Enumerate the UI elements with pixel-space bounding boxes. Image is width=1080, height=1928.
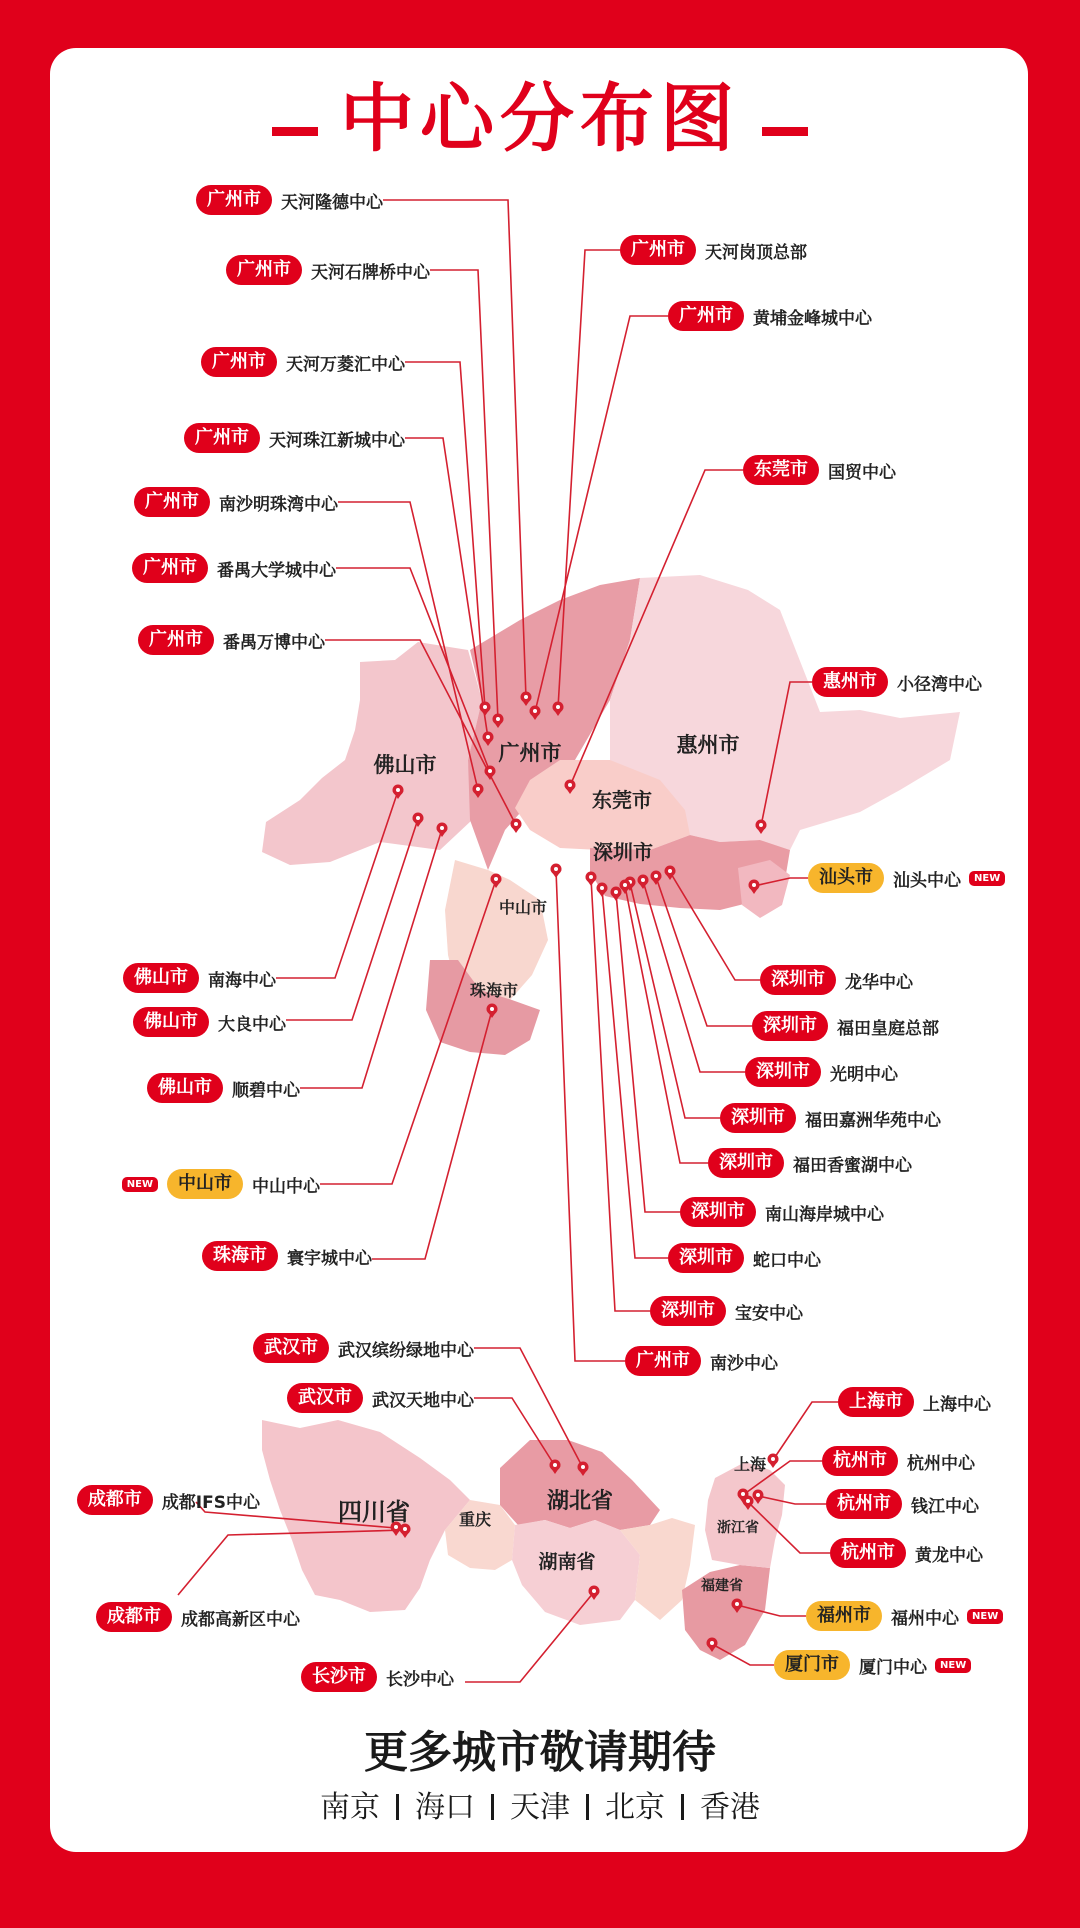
- center-callout[interactable]: [625, 1345, 778, 1377]
- center-callout[interactable]: [752, 1010, 939, 1042]
- city-badge: 深圳市: [680, 1197, 756, 1227]
- region-hubei: [500, 1440, 660, 1530]
- center-callout[interactable]: [132, 552, 336, 584]
- new-badge: NEW: [969, 871, 1005, 886]
- center-name: 龙华中心: [845, 972, 913, 993]
- center-name: 国贸中心: [828, 462, 896, 483]
- center-name: 天河珠江新城中心: [269, 430, 405, 451]
- city-badge: 杭州市: [830, 1538, 906, 1568]
- center-name: 天河岗顶总部: [705, 242, 807, 263]
- region-label-zhejiang: 浙江省: [717, 1520, 759, 1536]
- center-name: 南海中心: [208, 970, 276, 991]
- region-label-huizhou: 惠州市: [676, 733, 740, 757]
- city-badge: 广州市: [196, 185, 272, 215]
- center-name: 黄埔金峰城中心: [753, 308, 872, 329]
- region-label-fujian: 福建省: [701, 1578, 743, 1594]
- coming-city: 南京: [320, 1790, 380, 1825]
- region-label-hubei: 湖北省: [546, 1489, 614, 1514]
- city-badge: 广州市: [226, 255, 302, 285]
- coming-city: 天津: [510, 1790, 570, 1825]
- city-badge: 上海市: [838, 1387, 914, 1417]
- city-badge: 广州市: [201, 347, 277, 377]
- city-badge: 珠海市: [202, 1241, 278, 1271]
- center-name: 天河石牌桥中心: [311, 262, 430, 283]
- center-callout[interactable]: [774, 1649, 971, 1681]
- center-callout[interactable]: [138, 624, 325, 656]
- center-callout[interactable]: [226, 254, 430, 286]
- center-name: 杭州中心: [907, 1453, 975, 1474]
- leader-line: [602, 889, 668, 1258]
- center-name: 光明中心: [830, 1064, 898, 1085]
- region-label-sichuan: 四川省: [338, 1498, 410, 1526]
- center-name: 黄龙中心: [915, 1545, 983, 1566]
- city-badge: 武汉市: [253, 1333, 329, 1363]
- center-name: 长沙中心: [386, 1669, 454, 1690]
- city-badge: 东莞市: [743, 455, 819, 485]
- city-badge: 广州市: [184, 423, 260, 453]
- center-callout[interactable]: [708, 1147, 912, 1179]
- center-callout[interactable]: [184, 422, 405, 454]
- new-badge: NEW: [967, 1609, 1003, 1624]
- region-label-zhuhai: 珠海市: [469, 981, 519, 1000]
- center-name: 蛇口中心: [753, 1250, 821, 1271]
- center-name: 福州中心: [891, 1608, 959, 1629]
- center-callout[interactable]: [123, 962, 276, 994]
- new-badge: NEW: [122, 1177, 158, 1192]
- city-badge: 佛山市: [123, 963, 199, 993]
- center-name: 厦门中心: [859, 1657, 927, 1678]
- city-badge: 深圳市: [745, 1057, 821, 1087]
- center-callout[interactable]: [838, 1386, 991, 1418]
- center-callout[interactable]: [133, 1006, 286, 1038]
- city-badge: 深圳市: [720, 1103, 796, 1133]
- center-name: 宝安中心: [735, 1303, 803, 1324]
- center-name: 天河隆德中心: [281, 192, 383, 213]
- region-foshan: [262, 642, 482, 865]
- center-name: 中山中心: [252, 1176, 320, 1197]
- city-separator: [586, 1794, 589, 1820]
- center-name: 福田嘉洲华苑中心: [805, 1110, 941, 1131]
- center-callout[interactable]: [745, 1056, 898, 1088]
- center-callout[interactable]: [122, 1168, 320, 1200]
- center-callout[interactable]: [720, 1102, 941, 1134]
- city-badge: 汕头市: [808, 863, 884, 893]
- region-label-chongqing: 重庆: [458, 1510, 492, 1529]
- city-badge: 深圳市: [752, 1011, 828, 1041]
- city-badge: 成都市: [96, 1602, 172, 1632]
- center-callout[interactable]: [668, 1242, 821, 1274]
- city-badge: 武汉市: [287, 1383, 363, 1413]
- coming-soon-cities: [0, 1782, 1080, 1826]
- center-name: 汕头中心: [893, 870, 961, 891]
- center-callout[interactable]: [201, 346, 405, 378]
- center-callout[interactable]: [253, 1332, 474, 1364]
- center-callout[interactable]: [743, 454, 896, 486]
- center-callout[interactable]: [808, 862, 1005, 894]
- center-name: 福田香蜜湖中心: [793, 1155, 912, 1176]
- city-badge: 深圳市: [760, 965, 836, 995]
- center-name: 福田皇庭总部: [837, 1018, 939, 1039]
- center-callout[interactable]: [760, 964, 913, 996]
- region-zhejiang: [705, 1462, 785, 1568]
- city-badge: 惠州市: [812, 667, 888, 697]
- city-badge: 杭州市: [822, 1446, 898, 1476]
- region-label-shanghai: 上海: [733, 1455, 767, 1474]
- city-badge: 广州市: [134, 487, 210, 517]
- new-badge: NEW: [935, 1658, 971, 1673]
- city-separator: [491, 1794, 494, 1820]
- center-name: 武汉缤纷绿地中心: [338, 1340, 474, 1361]
- city-badge: 深圳市: [708, 1148, 784, 1178]
- city-badge: 佛山市: [147, 1073, 223, 1103]
- region-label-guangzhou: 广州市: [498, 741, 562, 765]
- center-name: 寰宇城中心: [287, 1248, 372, 1269]
- leader-line: [630, 883, 720, 1118]
- coming-city: 北京: [605, 1790, 665, 1825]
- center-callout[interactable]: [202, 1240, 372, 1272]
- center-callout[interactable]: [668, 300, 872, 332]
- city-separator: [681, 1794, 684, 1820]
- city-badge: 杭州市: [826, 1489, 902, 1519]
- center-name: 成都高新区中心: [181, 1609, 300, 1630]
- region-label-zhongshan: 中山市: [498, 898, 548, 917]
- region-label-shenzhen: 深圳市: [593, 840, 653, 864]
- center-callout[interactable]: [822, 1445, 975, 1477]
- center-callout[interactable]: [287, 1382, 474, 1414]
- center-name: 大良中心: [218, 1014, 286, 1035]
- coming-city: 香港: [700, 1790, 760, 1825]
- center-name: 南山海岸城中心: [765, 1204, 884, 1225]
- center-callout[interactable]: [650, 1295, 803, 1327]
- city-badge: 广州市: [668, 301, 744, 331]
- center-name: 番禺万博中心: [223, 632, 325, 653]
- center-callout[interactable]: [147, 1072, 300, 1104]
- center-name: 钱江中心: [911, 1496, 979, 1517]
- center-callout[interactable]: [196, 184, 383, 216]
- pin-marker: [511, 819, 522, 834]
- city-badge: 中山市: [167, 1169, 243, 1199]
- city-badge: 深圳市: [650, 1296, 726, 1326]
- center-name: 顺碧中心: [232, 1080, 300, 1101]
- center-callout[interactable]: [826, 1488, 979, 1520]
- pin-marker: [768, 1454, 779, 1469]
- pin-marker: [551, 864, 562, 879]
- region-label-foshan: 佛山市: [373, 753, 437, 777]
- leader-line: [556, 870, 625, 1361]
- footer-title: 更多城市敬请期待: [364, 1727, 716, 1778]
- city-badge: 长沙市: [301, 1662, 377, 1692]
- center-callout[interactable]: [301, 1661, 454, 1693]
- region-label-hunan: 湖南省: [538, 1551, 596, 1573]
- page-title: 中心分布图: [340, 76, 740, 162]
- leader-line: [643, 881, 745, 1072]
- center-name: 番禺大学城中心: [217, 560, 336, 581]
- center-name: 天河万菱汇中心: [286, 354, 405, 375]
- center-callout[interactable]: [812, 666, 982, 698]
- city-badge: 广州市: [132, 553, 208, 583]
- center-name: 小径湾中心: [897, 674, 982, 695]
- center-name: 上海中心: [923, 1394, 991, 1415]
- center-callout[interactable]: [680, 1196, 884, 1228]
- city-badge: 深圳市: [668, 1243, 744, 1273]
- city-badge: 佛山市: [133, 1007, 209, 1037]
- region-label-dongguan: 东莞市: [592, 788, 652, 812]
- center-callout[interactable]: [830, 1537, 983, 1569]
- city-badge: 广州市: [620, 235, 696, 265]
- center-name: 成都IFS中心: [161, 1492, 260, 1513]
- center-callout[interactable]: [620, 234, 807, 266]
- center-name: 南沙中心: [710, 1353, 778, 1374]
- center-callout[interactable]: [134, 486, 338, 518]
- leader-line: [300, 829, 442, 1088]
- city-badge: 厦门市: [774, 1650, 850, 1680]
- city-badge: 福州市: [806, 1601, 882, 1631]
- city-badge: 广州市: [625, 1346, 701, 1376]
- center-callout[interactable]: [96, 1601, 300, 1633]
- center-callout[interactable]: [77, 1484, 260, 1516]
- center-name: 南沙明珠湾中心: [219, 494, 338, 515]
- city-badge: 广州市: [138, 625, 214, 655]
- city-separator: [396, 1794, 399, 1820]
- city-badge: 成都市: [77, 1485, 153, 1515]
- pin-marker: [586, 872, 597, 887]
- center-callout[interactable]: [806, 1600, 1003, 1632]
- coming-city: 海口: [415, 1790, 475, 1825]
- center-name: 武汉天地中心: [372, 1390, 474, 1411]
